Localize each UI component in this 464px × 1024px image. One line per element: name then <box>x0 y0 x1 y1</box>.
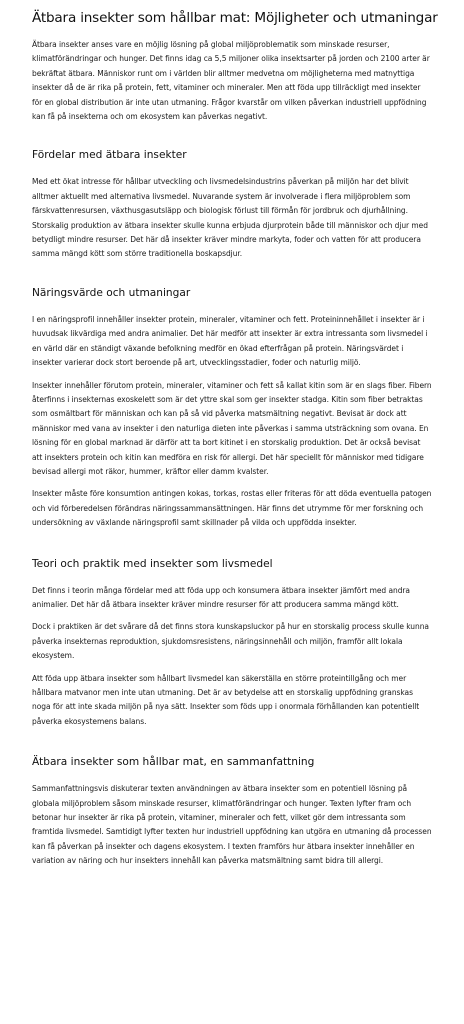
section-heading: Näringsvärde och utmaningar <box>32 286 191 299</box>
paragraph: Med ett ökat intresse för hållbar utveckling och livsmedelsindustrins påverkan på miljön har det blivit alltmer aktuellt med alternativa livsmedel. Nuvarande system är involverade i flera miljöproblem som färskvattenresursen, växthusgasutsläpp och biologisk förlust till förmån för jordbruk och djurhållning. Storskalig produktion av ätbara insekter skulle kunna erbjuda djurprotein både till människor och djur med betydligt mindre resurser. Det här då insekter kräver mindre markyta, foder och vatten för att producera samma mängd kött som större traditionella boskapsdjur. <box>32 177 428 259</box>
section-teori-och-praktik <box>32 557 432 730</box>
paragraph: Dock i praktiken är det svårare då det finns stora kunskapsluckor på hur en storskalig process skulle kunna påverka insekternas reproduktion, sjukdomsresistens, näringsinnehåll och miljön, framför allt lokala ekosystem. <box>32 622 429 661</box>
paragraph: Det finns i teorin många fördelar med att föda upp och konsumera ätbara insekter jämfört med andra animalier. Det här då ätbara insekter kräver mindre resurser för att producera samma mängd kött. <box>32 585 410 609</box>
document-title: Ätbara insekter som hållbar mat: Möjligheter och utmaningar <box>32 10 438 26</box>
section-naringsvarde <box>32 286 432 531</box>
section-sammanfattning <box>32 755 432 868</box>
paragraph: Insekter innehåller förutom protein, mineraler, vitaminer och fett så kallat kitin som är en slags fiber. Fibern återfinns i insekternas exoskelett som är det yttre skal som ger insekter stadga. Kitin som fiber betraktas som osmältbart för människan och kan på så vid påverka matsmältning negativt. Bevisat är dock att människor med vana av insekter i den naturliga dieten inte påverkas i samma utsträckning som ovana. En lösning för en global marknad är därför att ta bort kitinet i en storskalig produktion. Det är också bevisat att insekters protein och kitin kan medföra en risk för allergi. Det här speciellt för människor med tidigare bevisad allergi mot räkor, hummer, kräftor eller damm kvalster. <box>32 380 432 476</box>
section-heading: Ätbara insekter som hållbar mat, en sammanfattning <box>32 756 315 769</box>
section-heading: Teori och praktik med insekter som livsmedel <box>32 557 273 570</box>
paragraph: Insekter måste före konsumtion antingen kokas, torkas, rostas eller friteras för att döda eventuella patogen och vid förberedelsen förändras näringssammansättningen. Här finns det utrymme för mer forskning och undersökning av växlande näringsprofil samt skillnader på vilda och uppfödda insekter. <box>32 489 432 528</box>
intro-section <box>32 38 432 124</box>
document-page <box>32 8 438 877</box>
section-fordelar <box>32 148 432 261</box>
paragraph: I en näringsprofil innehåller insekter protein, mineraler, vitaminer och fett. Proteininnehållet i insekter är i huvudsak likvärdiga med andra animalier. Det här medför att insekter är extra intressanta som livsmedel i en värld där en ständigt växande befolkning medför en ökad efterfrågan på protein. Näringsvärdet i insekter varierar dock stort beroende på art, utvecklingsstadier, foder och naturlig miljö. <box>32 314 428 368</box>
intro-paragraph: Ätbara insekter anses vare en möjlig lösning på global miljöproblematik som minskade resurser, klimatförändringar och hunger. Det finns idag ca 5,5 miljoner olika insektsarter på jorden och 2100 arter är bekräftat ätbara. Människor runt om i världen blir alltmer medvetna om möjligheterna med matnyttiga insekter då de är rika på protein, fett, vitaminer och mineraler. Men att föda upp tillräckligt med insekter för en global distribution är inte utan utmaning. Frågor kvarstår om vilken påverkan industriell uppfödning kan få på insekterna och om ekosystem kan påverkas negativt. <box>32 40 430 122</box>
paragraph: Sammanfattningsvis diskuterar texten användningen av ätbara insekter som en potentiell lösning på globala miljöproblem såsom minskade resurser, klimatförändringar och hunger. Texten lyfter fram och betonar hur insekter är rika på protein, vitaminer, mineraler och fett, vilket gör dem intressanta som framtida livsmedel. Samtidigt lyfter texten hur industriell uppfödning kan utgöra en utmaning då processen kan få påverkan på insekter och dagens ekosystem. I texten framförs hur ätbara insekter innehåller en variation av näring och hur insekters innehåll kan påverka matsmältning samt bidra till allergi. <box>32 784 432 866</box>
paragraph: Att föda upp ätbara insekter som hållbart livsmedel kan säkerställa en större proteintillgång och mer hållbara matvanor men inte utan utmaning. Det är av betydelse att en storskalig uppfödning granskas noga för att inte skada miljön på nya sätt. Insekter som föds upp i onormala förhållanden kan potentiellt påverka ekosystemens balans. <box>32 673 420 726</box>
section-heading: Fördelar med ätbara insekter <box>32 149 187 162</box>
